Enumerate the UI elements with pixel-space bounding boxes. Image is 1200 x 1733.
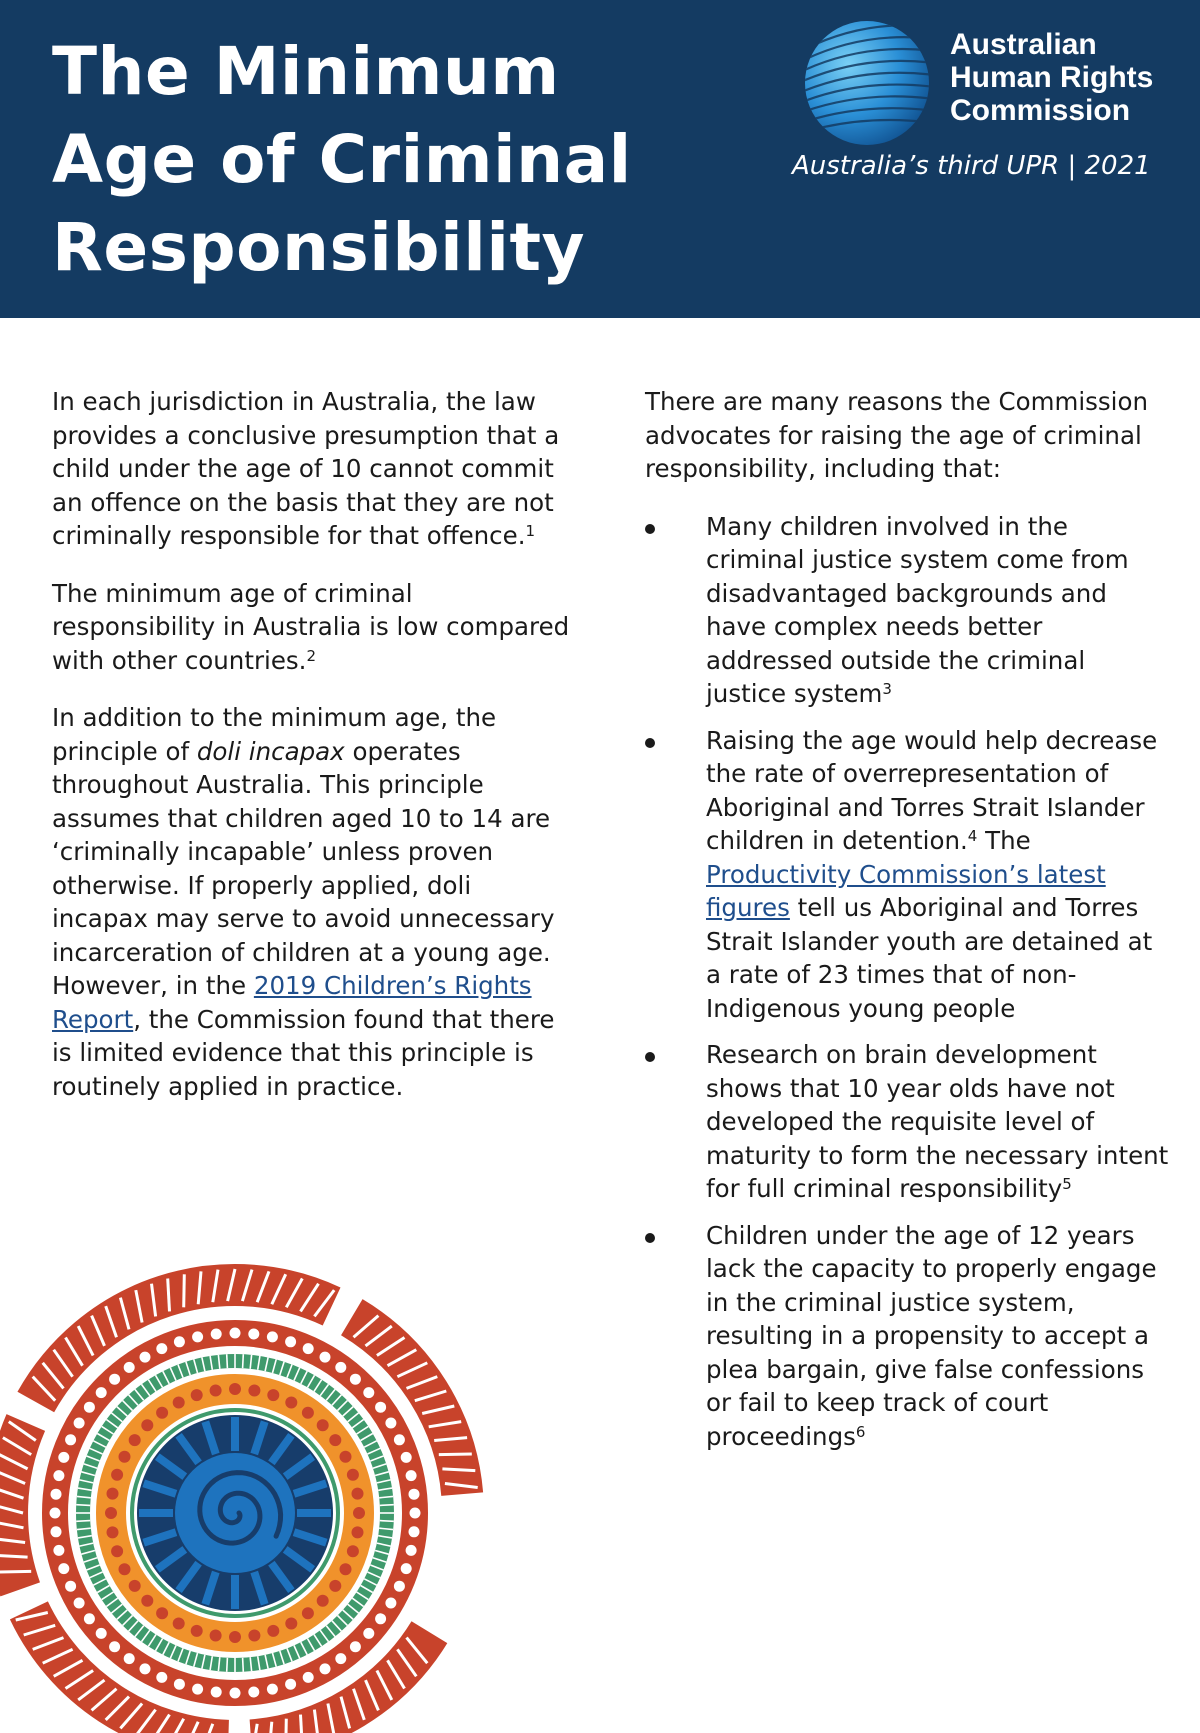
motif-dot [385, 1418, 396, 1429]
motif-dot [141, 1419, 153, 1431]
report-tagline: Australia’s third UPR | 2021 [792, 151, 1151, 181]
motif-zigzag [184, 1274, 185, 1307]
motif-dot [105, 1507, 117, 1519]
motif-dot [156, 1343, 167, 1354]
motif-dot [375, 1613, 386, 1624]
list-item [645, 1038, 1170, 1206]
motif-dot [174, 1336, 185, 1347]
organisation-name [950, 28, 1153, 127]
motif-dot [210, 1385, 222, 1397]
motif-hatch [76, 1505, 90, 1506]
motif-dot [394, 1581, 405, 1592]
title-line-1: The Minimum [52, 33, 560, 110]
list-item-text: Raising the age would help decrease the rate of overrepresentation of Aboriginal and Torres Strait Islander children in detention. [706, 725, 1158, 855]
childrens-rights-report-link[interactable]: 2019 Children’s Rights Report [52, 971, 532, 1034]
motif-dot [248, 1329, 259, 1340]
motif-dot [352, 1526, 364, 1538]
motif-dot [329, 1580, 341, 1592]
motif-dot [363, 1628, 374, 1639]
motif-dot [248, 1687, 259, 1698]
motif-dot [109, 1641, 120, 1652]
motif-zigzag [439, 1454, 472, 1455]
motif-dot [353, 1507, 365, 1519]
footnote-ref[interactable]: 2 [306, 646, 316, 665]
motif-dot [406, 1470, 417, 1481]
motif-dot [303, 1672, 314, 1683]
motif-dot [230, 1328, 241, 1339]
motif-dot [107, 1526, 119, 1538]
motif-dot [317, 1595, 329, 1607]
motif-zigzag [442, 1469, 475, 1471]
motif-dot [53, 1470, 64, 1481]
paragraph-minimum-age [52, 577, 572, 678]
motif-dot [335, 1653, 346, 1664]
motif-dot [409, 1489, 420, 1500]
motif-dot [320, 1352, 331, 1363]
left-column [52, 385, 572, 1127]
bullet-icon [645, 524, 655, 534]
paragraph-text: operates throughout Australia. This principle assumes that children aged 10 to 14 are ‘criminally incapable’ unless proven otherwise. If properly applied, doli incapax may serve to avoid unnecessary incarceration of children at a young age. However, in the [52, 736, 555, 1000]
motif-dot [267, 1331, 278, 1342]
motif-dot [140, 1352, 151, 1363]
motif-dot [350, 1374, 361, 1385]
motif-outer-band [7, 1423, 26, 1590]
footnote-ref[interactable]: 6 [855, 1422, 866, 1441]
footnote-ref[interactable]: 3 [882, 680, 892, 698]
paragraph-text: , the Commission found that there is limited evidence that this principle is routinely applied in practice. [52, 1004, 555, 1101]
motif-dot [347, 1545, 359, 1557]
org-line-1: Australian [950, 28, 1097, 61]
title-line-3: Responsibility [52, 209, 586, 286]
motif-dot [347, 1469, 359, 1481]
motif-hatch [380, 1521, 394, 1522]
motif-zigzag [301, 1715, 303, 1733]
motif-dot [173, 1397, 185, 1409]
motif-dot [267, 1625, 279, 1637]
motif-dot [156, 1407, 168, 1419]
motif-hatch [243, 1354, 244, 1368]
motif-dot [302, 1607, 314, 1619]
motif-dot [329, 1434, 341, 1446]
bullet-icon [645, 738, 655, 748]
motif-dot [74, 1418, 85, 1429]
motif-dot [248, 1630, 260, 1642]
motif-dot [53, 1545, 64, 1556]
motif-hatch [76, 1521, 90, 1522]
motif-dot [50, 1508, 61, 1519]
motif-dot [285, 1618, 297, 1630]
motif-dot [58, 1563, 69, 1574]
list-item-text: tell us Aboriginal and Torres Strait Islander youth are detained at a rate of 23 times that of non-Indigenous young people [706, 893, 1153, 1023]
motif-dot [51, 1489, 62, 1500]
paragraph-text: The minimum age of criminal responsibility in Australia is low compared with other countries. [52, 578, 570, 675]
page-title [52, 28, 632, 292]
paragraph-text: In each jurisdiction in Australia, the law provides a conclusive presumption that a child under the age of 10 cannot commit an offence on the basis that they are not criminally responsible for that offence. [52, 387, 560, 550]
motif-dot [285, 1679, 296, 1690]
motif-dot [229, 1383, 241, 1395]
motif-dot [192, 1331, 203, 1342]
motif-hatch [380, 1505, 394, 1506]
motif-dot [65, 1434, 76, 1445]
motif-dot [340, 1563, 352, 1575]
motif-dot [248, 1385, 260, 1397]
motif-dot [141, 1595, 153, 1607]
motif-dot [230, 1688, 241, 1699]
motif-dot [96, 1628, 107, 1639]
productivity-commission-link[interactable]: Productivity Commission’s latest figures [706, 859, 1106, 922]
motif-dot [111, 1469, 123, 1481]
org-line-2: Human Rights [950, 61, 1154, 94]
motif-dot [350, 1641, 361, 1652]
motif-dot [192, 1684, 203, 1695]
reasons-intro: There are many reasons the Commission advocates for raising the age of criminal responsibility, including that: [645, 387, 1149, 483]
motif-dot [211, 1687, 222, 1698]
motif-hatch [227, 1658, 228, 1672]
motif-dot [267, 1684, 278, 1695]
motif-dot [410, 1508, 421, 1519]
paragraph-text: In addition to the minimum age, the principle of [52, 703, 497, 766]
motif-dot [109, 1374, 120, 1385]
motif-dot [385, 1598, 396, 1609]
motif-dot [406, 1545, 417, 1556]
motif-dot [303, 1343, 314, 1354]
motif-zigzag [0, 1555, 28, 1557]
motif-dot [401, 1563, 412, 1574]
list-item-text: Research on brain development shows that 10 year olds have not developed the requisite level of maturity to form the necessary intent for full criminal responsibility [706, 1040, 1169, 1203]
motif-dot [409, 1526, 420, 1537]
motif-dot [84, 1613, 95, 1624]
list-item [645, 510, 1170, 711]
paragraph-doli-incapax [52, 701, 572, 1103]
motif-dot [211, 1329, 222, 1340]
bullet-icon [645, 1052, 655, 1062]
motif-dot [191, 1389, 203, 1401]
right-column [645, 385, 1170, 1466]
motif-dot [229, 1631, 241, 1643]
motif-dot [317, 1419, 329, 1431]
globe-icon [802, 18, 932, 148]
motif-dot [107, 1488, 119, 1500]
reasons-list [645, 510, 1170, 1454]
motif-dot [119, 1451, 131, 1463]
motif-dot [129, 1434, 141, 1446]
list-item-text: The [977, 826, 1031, 855]
motif-dot [111, 1545, 123, 1557]
list-item [645, 724, 1170, 1026]
motif-dot [340, 1451, 352, 1463]
list-item-text: Children under the age of 12 years lack the capacity to properly engage in the criminal justice system, resulting in a propensity to accept a plea bargain, give false confessions or fail to keep track of court proceedings [706, 1220, 1157, 1451]
motif-dot [191, 1625, 203, 1637]
list-item-text: Many children involved in the criminal justice system come from disadvantaged backgrounds and have complex needs better addressed outside the criminal justice system [706, 511, 1129, 708]
motif-dot [375, 1402, 386, 1413]
motif-hatch [227, 1354, 228, 1368]
motif-dot [363, 1387, 374, 1398]
motif-dot [65, 1581, 76, 1592]
motif-dot [156, 1607, 168, 1619]
motif-dot [84, 1402, 95, 1413]
motif-hatch [243, 1658, 244, 1672]
header-banner [0, 0, 1200, 318]
footnote-ref[interactable]: 4 [967, 827, 978, 845]
motif-dot [129, 1580, 141, 1592]
motif-dot [58, 1452, 69, 1463]
motif-dot [124, 1362, 135, 1373]
bullet-icon [645, 1233, 655, 1243]
motif-dot [401, 1452, 412, 1463]
doli-incapax-term: doli incapax [196, 736, 345, 766]
motif-dot [156, 1672, 167, 1683]
motif-dot [51, 1526, 62, 1537]
footnote-ref[interactable]: 5 [1062, 1175, 1072, 1193]
motif-dot [285, 1397, 297, 1409]
motif-dot [140, 1663, 151, 1674]
motif-dot [285, 1336, 296, 1347]
motif-zigzag [286, 1719, 287, 1733]
paragraph-presumption [52, 385, 572, 553]
motif-zigzag [168, 1279, 170, 1312]
indigenous-circle-motif [0, 1228, 500, 1733]
motif-dot [96, 1387, 107, 1398]
org-line-3: Commission [950, 94, 1131, 127]
list-item [645, 1219, 1170, 1454]
motif-dot [119, 1563, 131, 1575]
motif-dot [352, 1488, 364, 1500]
motif-dot [210, 1630, 222, 1642]
motif-dot [74, 1598, 85, 1609]
motif-zigzag [0, 1571, 31, 1572]
footnote-ref[interactable]: 1 [525, 522, 536, 540]
title-line-2: Age of Criminal [52, 121, 632, 198]
motif-dot [394, 1434, 405, 1445]
motif-dot [335, 1362, 346, 1373]
motif-dot [124, 1653, 135, 1664]
motif-dot [174, 1679, 185, 1690]
motif-dot [267, 1389, 279, 1401]
motif-dot [320, 1663, 331, 1674]
motif-dot [173, 1618, 185, 1630]
motif-dot [302, 1407, 314, 1419]
